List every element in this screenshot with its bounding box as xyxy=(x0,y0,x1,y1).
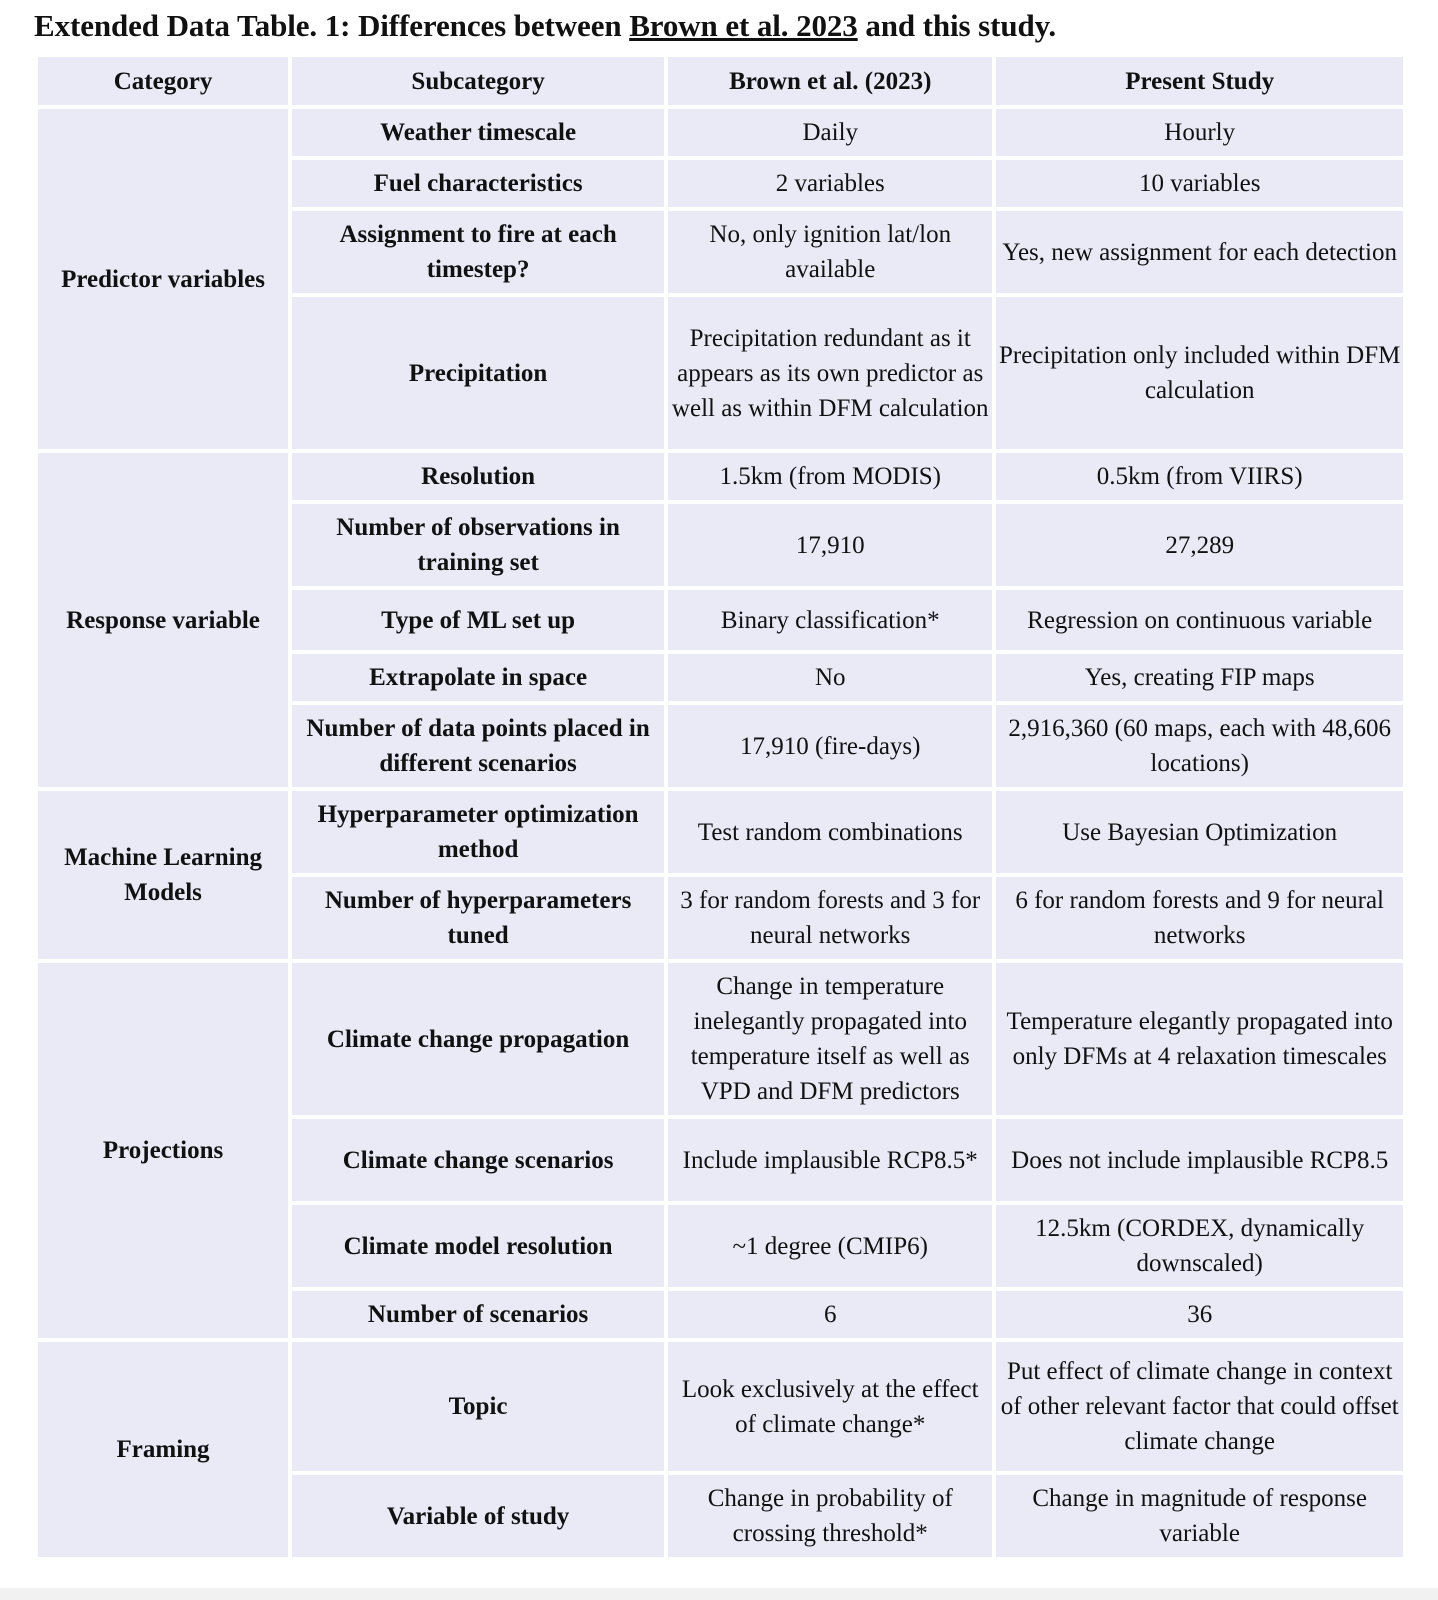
table-row xyxy=(36,789,1405,875)
present-cell: Yes, creating FIP maps xyxy=(994,652,1405,703)
table-row xyxy=(36,451,1405,502)
subcategory-cell: Topic xyxy=(290,1340,666,1473)
subcategory-cell: Assignment to fire at each timestep? xyxy=(290,209,666,295)
header-row xyxy=(36,55,1405,107)
brown-cell: No, only ignition lat/lon available xyxy=(666,209,994,295)
bottom-edge xyxy=(0,1588,1438,1600)
title-suffix: and this study. xyxy=(865,8,1056,43)
brown-cell: Look exclusively at the effect of climate change* xyxy=(666,1340,994,1473)
subcategory-cell: Extrapolate in space xyxy=(290,652,666,703)
table-row xyxy=(36,961,1405,1117)
brown-cell: 2 variables xyxy=(666,158,994,209)
present-cell: Temperature elegantly propagated into only DFMs at 4 relaxation timescales xyxy=(994,961,1405,1117)
brown-citation-link[interactable]: Brown et al. 2023 xyxy=(629,8,858,43)
subcategory-cell: Number of hyperparameters tuned xyxy=(290,875,666,961)
present-cell: 36 xyxy=(994,1289,1405,1340)
brown-cell: 6 xyxy=(666,1289,994,1340)
brown-cell: ~1 degree (CMIP6) xyxy=(666,1203,994,1289)
present-cell: 6 for random forests and 9 for neural networks xyxy=(994,875,1405,961)
subcategory-cell: Weather timescale xyxy=(290,107,666,158)
subcategory-cell: Fuel characteristics xyxy=(290,158,666,209)
category-cell: Predictor variables xyxy=(36,107,290,451)
header-subcategory: Subcategory xyxy=(290,55,666,107)
present-cell: 27,289 xyxy=(994,502,1405,588)
brown-cell: Binary classification* xyxy=(666,588,994,652)
brown-cell: 17,910 xyxy=(666,502,994,588)
category-cell: Response variable xyxy=(36,451,290,789)
brown-cell: Test random combinations xyxy=(666,789,994,875)
subcategory-cell: Climate change scenarios xyxy=(290,1117,666,1203)
brown-cell: Change in temperature inelegantly propagated into temperature itself as well as VPD and DFM predictors xyxy=(666,961,994,1117)
present-cell: Hourly xyxy=(994,107,1405,158)
title-prefix: Extended Data Table. 1: Differences between xyxy=(34,8,622,43)
subcategory-cell: Number of scenarios xyxy=(290,1289,666,1340)
subcategory-cell: Climate model resolution xyxy=(290,1203,666,1289)
comparison-table xyxy=(34,53,1407,1561)
present-cell: Put effect of climate change in context of other relevant factor that could offset climate change xyxy=(994,1340,1405,1473)
present-cell: Does not include implausible RCP8.5 xyxy=(994,1117,1405,1203)
brown-cell: No xyxy=(666,652,994,703)
brown-cell: Change in probability of crossing threshold* xyxy=(666,1473,994,1559)
present-cell: Yes, new assignment for each detection xyxy=(994,209,1405,295)
table-row xyxy=(36,107,1405,158)
subcategory-cell: Variable of study xyxy=(290,1473,666,1559)
category-cell: Framing xyxy=(36,1340,290,1559)
brown-cell: Precipitation redundant as it appears as its own predictor as well as within DFM calculation xyxy=(666,295,994,451)
subcategory-cell: Climate change propagation xyxy=(290,961,666,1117)
present-cell: 0.5km (from VIIRS) xyxy=(994,451,1405,502)
present-cell: Use Bayesian Optimization xyxy=(994,789,1405,875)
category-cell: Projections xyxy=(36,961,290,1340)
header-category: Category xyxy=(36,55,290,107)
header-brown: Brown et al. (2023) xyxy=(666,55,994,107)
subcategory-cell: Hyperparameter optimization method xyxy=(290,789,666,875)
subcategory-cell: Precipitation xyxy=(290,295,666,451)
subcategory-cell: Type of ML set up xyxy=(290,588,666,652)
brown-cell: 3 for random forests and 3 for neural networks xyxy=(666,875,994,961)
present-cell: 10 variables xyxy=(994,158,1405,209)
brown-cell: 1.5km (from MODIS) xyxy=(666,451,994,502)
category-cell: Machine Learning Models xyxy=(36,789,290,961)
table-title xyxy=(34,8,1056,44)
brown-cell: Daily xyxy=(666,107,994,158)
present-cell: Change in magnitude of response variable xyxy=(994,1473,1405,1559)
present-cell: Regression on continuous variable xyxy=(994,588,1405,652)
header-present: Present Study xyxy=(994,55,1405,107)
subcategory-cell: Number of observations in training set xyxy=(290,502,666,588)
subcategory-cell: Number of data points placed in different scenarios xyxy=(290,703,666,789)
brown-cell: 17,910 (fire-days) xyxy=(666,703,994,789)
table-row xyxy=(36,1340,1405,1473)
present-cell: 2,916,360 (60 maps, each with 48,606 locations) xyxy=(994,703,1405,789)
brown-cell: Include implausible RCP8.5* xyxy=(666,1117,994,1203)
subcategory-cell: Resolution xyxy=(290,451,666,502)
present-cell: Precipitation only included within DFM calculation xyxy=(994,295,1405,451)
present-cell: 12.5km (CORDEX, dynamically downscaled) xyxy=(994,1203,1405,1289)
